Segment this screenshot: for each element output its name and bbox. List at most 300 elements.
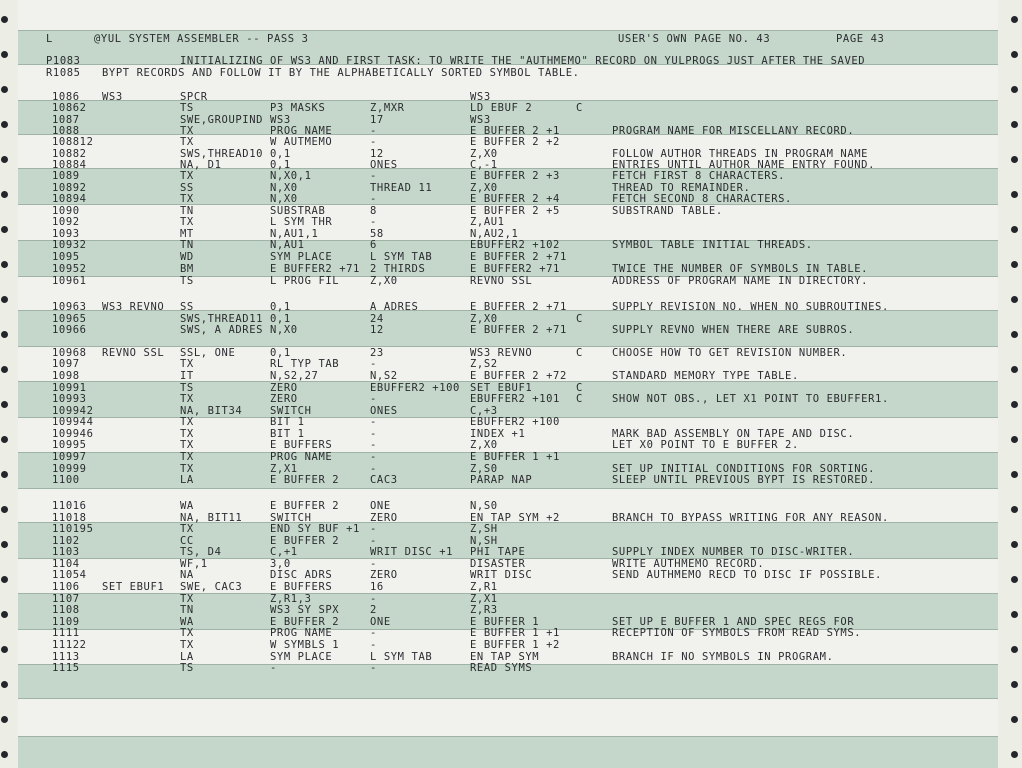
address-2: - [370,216,377,228]
address-3: LD EBUF 2 [470,102,533,114]
address-2: - [370,170,377,182]
address-3: E BUFFER 2 +71 [470,251,567,263]
address-1: 0,1 [270,148,291,160]
address-2: ONES [370,405,398,417]
tractor-hole [1,576,8,583]
operation-field: TX [180,593,194,605]
address-1: N,AU1 [270,239,305,251]
operation-field: TX [180,393,194,405]
header-page: PAGE 43 [836,33,885,45]
tractor-hole [1,86,8,93]
tractor-hole [1,121,8,128]
card-number: 1102 [52,535,80,547]
card-number: 109946 [52,428,94,440]
address-3: Z,X0 [470,182,498,194]
address-2: ONE [370,500,391,512]
address-2: EBUFFER2 +100 [370,382,460,394]
address-2: - [370,358,377,370]
tractor-hole [1,681,8,688]
card-number: 1092 [52,216,80,228]
operation-field: TN [180,205,194,217]
address-2: - [370,627,377,639]
card-number: 1108 [52,604,80,616]
flag-field: C [576,102,583,114]
address-1: L SYM THR [270,216,333,228]
address-1: N,X0 [270,193,298,205]
tractor-hole [1011,331,1018,338]
address-3: E BUFFER 2 +3 [470,170,560,182]
operation-field: CC [180,535,194,547]
address-1: BIT 1 [270,416,305,428]
address-3: N,AU2,1 [470,228,519,240]
card-number: 10968 [52,347,87,359]
remark-card: R1085 [46,67,81,79]
operation-field: TX [180,627,194,639]
address-3: EN TAP SYM [470,651,540,663]
card-number: 110195 [52,523,94,535]
location-field: REVNO SSL [102,347,165,359]
flag-field: C [576,382,583,394]
card-number: 10894 [52,193,87,205]
address-3: E BUFFER 2 +71 [470,324,567,336]
address-3: E BUFFER 1 +1 [470,451,560,463]
tractor-hole [1011,436,1018,443]
operation-field: IT [180,370,194,382]
address-2: ONE [370,616,391,628]
band-rule [18,698,998,699]
greenbar-band [18,736,998,768]
comment-field: THREAD TO REMAINDER. [612,182,751,194]
operation-field: TX [180,463,194,475]
operation-field: SPCR [180,91,208,103]
address-1: N,X0,1 [270,170,312,182]
address-2: 12 [370,148,384,160]
comment-field: STANDARD MEMORY TYPE TABLE. [612,370,799,382]
band-rule [18,736,998,737]
comment-field: SLEEP UNTIL PREVIOUS BYPT IS RESTORED. [612,474,876,486]
address-1: RL TYP TAB [270,358,340,370]
address-1: SYM PLACE [270,251,333,263]
address-1: E BUFFER 2 [270,500,340,512]
address-2: N,S2 [370,370,398,382]
address-1: C,+1 [270,546,298,558]
tractor-hole [1011,16,1018,23]
operation-field: SWE,GROUPIND [180,114,264,126]
address-1: SWITCH [270,512,312,524]
address-3: E BUFFER 2 +1 [470,125,560,137]
address-1: E BUFFER 2 [270,535,340,547]
address-3: Z,R1 [470,581,498,593]
address-3: Z,X0 [470,148,498,160]
address-2: 58 [370,228,384,240]
card-number: 10884 [52,159,87,171]
address-3: INDEX +1 [470,428,526,440]
address-3: E BUFFER 1 +1 [470,627,560,639]
address-1: E BUFFERS [270,581,333,593]
address-1: Z,R1,3 [270,593,312,605]
operation-field: TS [180,275,194,287]
operation-field: TS, D4 [180,546,222,558]
card-number: 11122 [52,639,87,651]
operation-field: SS [180,301,194,313]
tractor-hole [1011,401,1018,408]
operation-field: NA, BIT11 [180,512,243,524]
address-2: 23 [370,347,384,359]
header-users-page: USER'S OWN PAGE NO. 43 [618,33,771,45]
address-1: PROG NAME [270,125,333,137]
card-number: 10991 [52,382,87,394]
operation-field: TX [180,216,194,228]
address-2: CAC3 [370,474,398,486]
operation-field: TN [180,239,194,251]
address-3: WS3 REVNO [470,347,533,359]
address-2: - [370,439,377,451]
tractor-hole [1011,681,1018,688]
tractor-hole [1011,191,1018,198]
operation-field: TX [180,170,194,182]
address-3: C,+3 [470,405,498,417]
card-number: 1093 [52,228,80,240]
card-number: 108812 [52,136,94,148]
comment-field: SUBSTRAND TABLE. [612,205,723,217]
address-2: A ADRES [370,301,419,313]
remark-text: BYPT RECORDS AND FOLLOW IT BY THE ALPHABETICALLY SORTED SYMBOL TABLE. [102,67,580,79]
address-3: SET EBUF1 [470,382,533,394]
card-number: 10997 [52,451,87,463]
operation-field: WA [180,500,194,512]
address-3: E BUFFER2 +71 [470,263,560,275]
operation-field: TX [180,125,194,137]
address-1: Z,X1 [270,463,298,475]
operation-field: TX [180,358,194,370]
comment-field: ADDRESS OF PROGRAM NAME IN DIRECTORY. [612,275,869,287]
card-number: 10993 [52,393,87,405]
flag-field: C [576,313,583,325]
operation-field: WF,1 [180,558,208,570]
address-2: WRIT DISC +1 [370,546,454,558]
address-1: E BUFFER 2 [270,616,340,628]
card-number: 1107 [52,593,80,605]
address-2: - [370,451,377,463]
address-2: - [370,535,377,547]
address-3: Z,S2 [470,358,498,370]
address-2: 2 [370,604,377,616]
tractor-hole [1,16,8,23]
address-2: 2 THIRDS [370,263,426,275]
comment-field: SHOW NOT OBS., LET X1 POINT TO EBUFFER1. [612,393,889,405]
card-number: 1103 [52,546,80,558]
operation-field: TX [180,451,194,463]
operation-field: TX [180,639,194,651]
tractor-hole [1011,646,1018,653]
tractor-hole [1,646,8,653]
tractor-hole [1,156,8,163]
address-2: L SYM TAB [370,651,433,663]
address-2: - [370,558,377,570]
tractor-hole [1011,751,1018,758]
card-number: 10882 [52,148,87,160]
address-1: 0,1 [270,347,291,359]
operation-field: SSL, ONE [180,347,236,359]
tractor-hole [1011,576,1018,583]
card-number: 10995 [52,439,87,451]
card-number: 1111 [52,627,80,639]
operation-field: TX [180,193,194,205]
address-1: END SY BUF +1 [270,523,360,535]
operation-field: TX [180,523,194,535]
operation-field: TX [180,416,194,428]
address-3: Z,X1 [470,593,498,605]
operation-field: WD [180,251,194,263]
comment-field: FOLLOW AUTHOR THREADS IN PROGRAM NAME [612,148,869,160]
location-field: SET EBUF1 [102,581,165,593]
address-1: L PROG FIL [270,275,340,287]
card-number: 10965 [52,313,87,325]
card-number: 109944 [52,416,94,428]
address-3: Z,X0 [470,439,498,451]
address-2: Z,MXR [370,102,405,114]
band-rule [18,593,998,594]
address-1: N,S2,27 [270,370,319,382]
flag-field: C [576,393,583,405]
comment-field: LET X0 POINT TO E BUFFER 2. [612,439,799,451]
card-number: 1104 [52,558,80,570]
operation-field: LA [180,474,194,486]
card-number: 10999 [52,463,87,475]
address-1: PROG NAME [270,627,333,639]
card-number: 10952 [52,263,87,275]
operation-field: TX [180,439,194,451]
tractor-hole [1011,156,1018,163]
address-3: WS3 [470,91,491,103]
address-2: 24 [370,313,384,325]
comment-field: PROGRAM NAME FOR MISCELLANY RECORD. [612,125,855,137]
card-number: 10862 [52,102,87,114]
tractor-hole [1,611,8,618]
address-3: E BUFFER 2 +72 [470,370,567,382]
address-2: - [370,393,377,405]
card-number: 1100 [52,474,80,486]
address-1: N,X0 [270,182,298,194]
address-3: E BUFFER 1 +2 [470,639,560,651]
address-2: 17 [370,114,384,126]
address-2: ONES [370,159,398,171]
operation-field: BM [180,263,194,275]
comment-field: MARK BAD ASSEMBLY ON TAPE AND DISC. [612,428,855,440]
tractor-hole [1011,296,1018,303]
card-number: 1098 [52,370,80,382]
address-3: EBUFFER2 +100 [470,416,560,428]
card-number: 10966 [52,324,87,336]
operation-field: NA, BIT34 [180,405,243,417]
tractor-hole [1,51,8,58]
operation-field: NA, D1 [180,159,222,171]
address-1: WS3 [270,114,291,126]
address-2: 6 [370,239,377,251]
tractor-hole [1,506,8,513]
comment-field: FETCH FIRST 8 CHARACTERS. [612,170,786,182]
tractor-hole [1,366,8,373]
address-1: N,AU1,1 [270,228,319,240]
tractor-hole [1011,506,1018,513]
address-2: - [370,136,377,148]
tractor-hole [1011,541,1018,548]
card-number: 1089 [52,170,80,182]
tractor-hole [1,436,8,443]
tractor-hole [1,401,8,408]
address-1: E BUFFER 2 [270,474,340,486]
address-3: EBUFFER2 +102 [470,239,560,251]
comment-field: BRANCH TO BYPASS WRITING FOR ANY REASON. [612,512,889,524]
comment-field: CHOOSE HOW TO GET REVISION NUMBER. [612,347,848,359]
comment-field: WRITE AUTHMEMO RECORD. [612,558,765,570]
comment-field: TWICE THE NUMBER OF SYMBOLS IN TABLE. [612,263,869,275]
card-number: 10961 [52,275,87,287]
comment-field: RECEPTION OF SYMBOLS FROM READ SYMS. [612,627,862,639]
operation-field: SS [180,182,194,194]
operation-field: TS [180,662,194,674]
tractor-hole [1011,121,1018,128]
address-2: Z,X0 [370,275,398,287]
operation-field: TX [180,428,194,440]
card-number: 1090 [52,205,80,217]
address-3: E BUFFER 1 [470,616,540,628]
address-1: E BUFFERS [270,439,333,451]
tractor-hole [1,471,8,478]
address-1: ZERO [270,382,298,394]
address-3: WS3 [470,114,491,126]
operation-field: SWS, A ADRES [180,324,264,336]
address-3: EBUFFER2 +101 [470,393,560,405]
card-number: 109942 [52,405,94,417]
address-1: 0,1 [270,313,291,325]
address-1: W SYMBLS 1 [270,639,340,651]
tractor-holes-right [1008,0,1022,768]
address-3: DISASTER [470,558,526,570]
card-number: 1097 [52,358,80,370]
address-2: - [370,523,377,535]
tractor-hole [1,541,8,548]
address-1: 3,0 [270,558,291,570]
address-1: WS3 SY SPX [270,604,340,616]
operation-field: TN [180,604,194,616]
operation-field: WA [180,616,194,628]
address-1: SWITCH [270,405,312,417]
tractor-hole [1,751,8,758]
address-3: N,SH [470,535,498,547]
address-1: SUBSTRAB [270,205,326,217]
address-2: ZERO [370,512,398,524]
card-number: 11018 [52,512,87,524]
address-3: Z,R3 [470,604,498,616]
header-left-mark: L [46,33,53,45]
address-2: - [370,639,377,651]
address-2: - [370,416,377,428]
card-number: 10892 [52,182,87,194]
comment-field: FETCH SECOND 8 CHARACTERS. [612,193,792,205]
card-number: 1087 [52,114,80,126]
address-1: - [270,662,277,674]
address-3: EN TAP SYM +2 [470,512,560,524]
card-number: 1086 [52,91,80,103]
location-field: WS3 REVNO [102,301,165,313]
card-number: 1088 [52,125,80,137]
operation-field: SWE, CAC3 [180,581,243,593]
address-3: REVNO SSL [470,275,533,287]
address-3: WRIT DISC [470,569,533,581]
address-3: Z,SH [470,523,498,535]
address-1: BIT 1 [270,428,305,440]
address-1: ZERO [270,393,298,405]
listing-sheet [18,0,998,768]
comment-field: SUPPLY INDEX NUMBER TO DISC-WRITER. [612,546,855,558]
address-3: PHI TAPE [470,546,526,558]
address-1: W AUTMEMO [270,136,333,148]
address-2: - [370,428,377,440]
card-number: 10932 [52,239,87,251]
card-number: 10963 [52,301,87,313]
tractor-hole [1011,471,1018,478]
operation-field: LA [180,651,194,663]
address-2: - [370,125,377,137]
address-1: 0,1 [270,301,291,313]
tractor-hole [1,261,8,268]
address-3: N,S0 [470,500,498,512]
flag-field: C [576,347,583,359]
tractor-hole [1,331,8,338]
operation-field: TS [180,382,194,394]
comment-field: SYMBOL TABLE INITIAL THREADS. [612,239,813,251]
address-2: - [370,593,377,605]
address-1: PROG NAME [270,451,333,463]
address-3: Z,S0 [470,463,498,475]
address-3: E BUFFER 2 +4 [470,193,560,205]
address-1: P3 MASKS [270,102,326,114]
address-2: - [370,463,377,475]
operation-field: TX [180,136,194,148]
card-number: 1095 [52,251,80,263]
tractor-hole [1011,366,1018,373]
address-3: E BUFFER 2 +2 [470,136,560,148]
tractor-hole [1011,611,1018,618]
tractor-hole [1,191,8,198]
address-2: 16 [370,581,384,593]
address-3: E BUFFER 2 +5 [470,205,560,217]
operation-field: SWS,THREAD11 [180,313,264,325]
address-3: READ SYMS [470,662,533,674]
comment-field: BRANCH IF NO SYMBOLS IN PROGRAM. [612,651,834,663]
address-3: E BUFFER 2 +71 [470,301,567,313]
tractor-hole [1011,51,1018,58]
band-rule [18,488,998,489]
card-number: 1113 [52,651,80,663]
card-number: 1115 [52,662,80,674]
comment-field: SEND AUTHMEMO RECD TO DISC IF POSSIBLE. [612,569,882,581]
operation-field: SWS,THREAD10 [180,148,264,160]
address-1: 0,1 [270,159,291,171]
remark-text: INITIALIZING OF WS3 AND FIRST TASK: TO WRITE THE "AUTHMEMO" RECORD ON YULPROGS JUST AFTER THE SAVED [180,55,866,67]
address-2: ZERO [370,569,398,581]
band-rule [18,30,998,31]
address-1: SYM PLACE [270,651,333,663]
tractor-hole [1,296,8,303]
comment-field: SUPPLY REVNO WHEN THERE ARE SUBROS. [612,324,855,336]
address-3: PARAP NAP [470,474,533,486]
tractor-hole [1,226,8,233]
operation-field: NA [180,569,194,581]
tractor-holes-left [0,0,14,768]
comment-field: SET UP INITIAL CONDITIONS FOR SORTING. [612,463,876,475]
